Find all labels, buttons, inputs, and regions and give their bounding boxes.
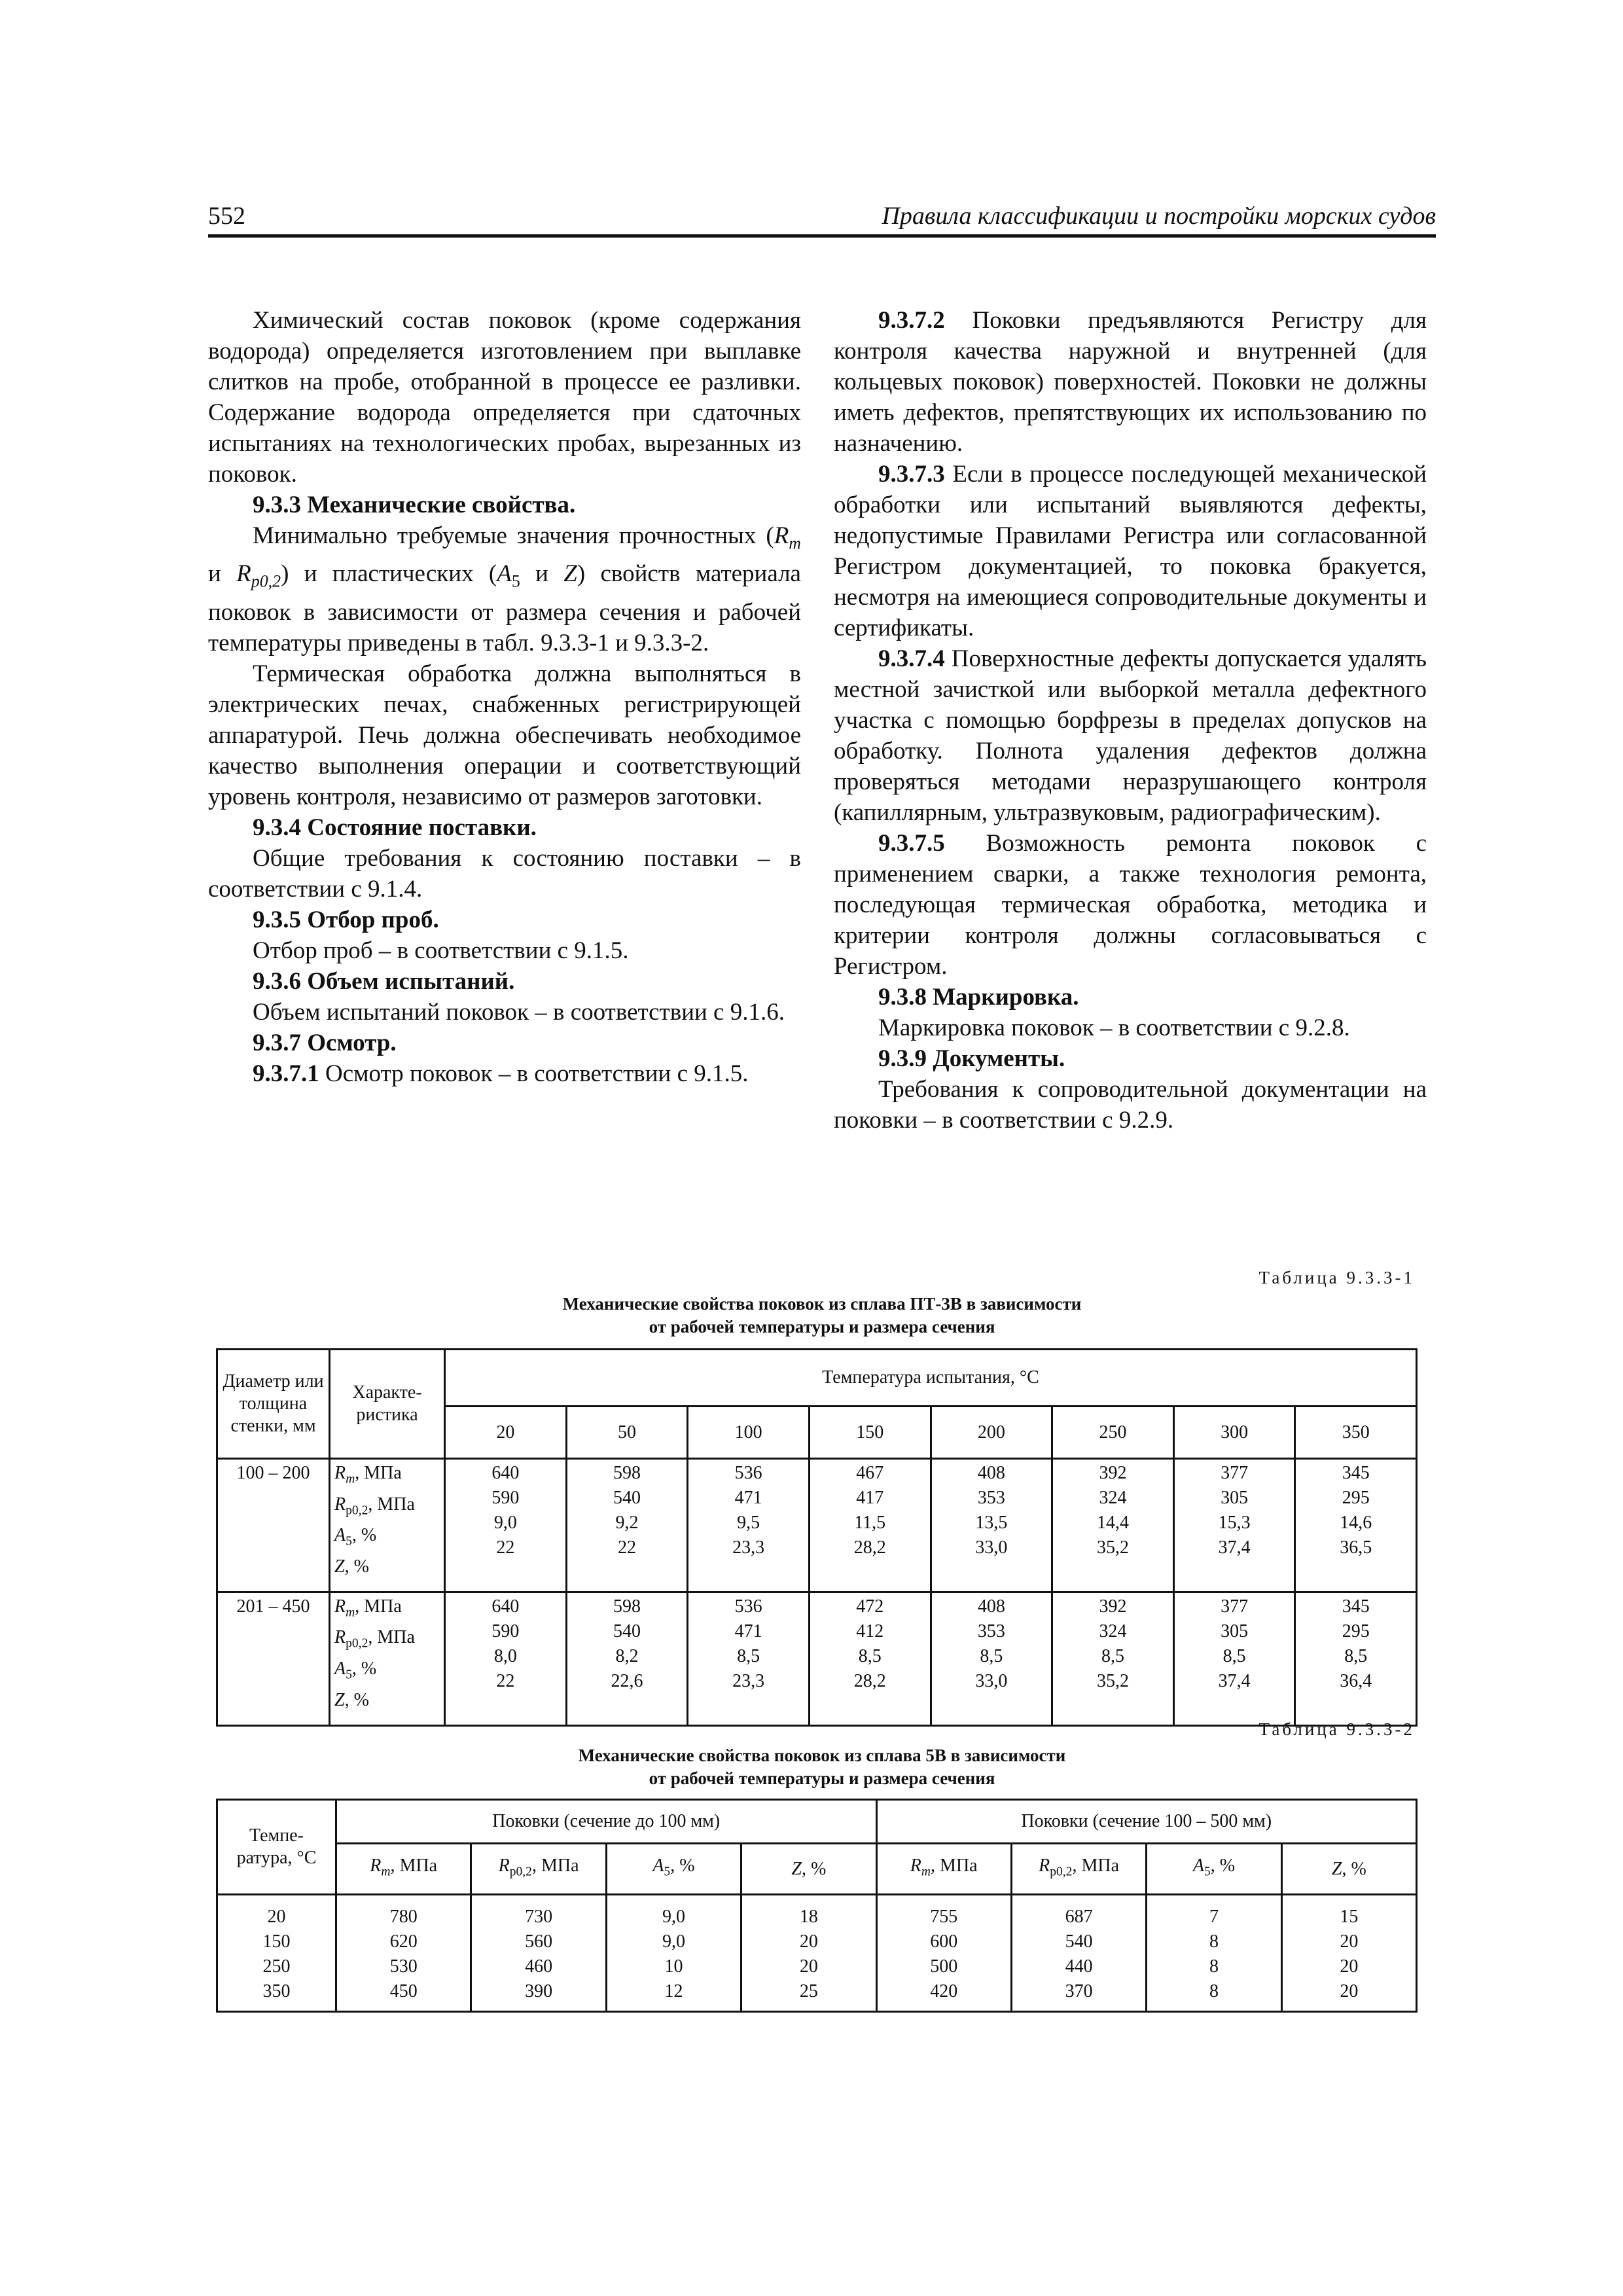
- property-label: Z, %: [791, 1858, 827, 1879]
- left-column: [208, 305, 801, 1089]
- paragraph-9-3-7-1: 9.3.7.1 Осмотр поковок – в соответствии с 9.1.5.: [253, 1060, 749, 1087]
- table2-value-cell: [741, 1895, 876, 2012]
- table-cell: 598: [613, 1596, 641, 1617]
- table1-value-cell: [688, 1459, 810, 1592]
- table-cell: 8: [1209, 1931, 1219, 1952]
- table-cell: 8,5: [737, 1645, 760, 1666]
- table-cell: 15,3: [1218, 1513, 1251, 1533]
- table-cell: 28,2: [853, 1537, 886, 1558]
- table1-temp-header: 100: [688, 1407, 810, 1459]
- page-number: 552: [208, 202, 245, 230]
- table1-characteristic-cell: [330, 1592, 445, 1725]
- table-cell: 33,0: [975, 1670, 1008, 1691]
- table-cell: 540: [613, 1488, 641, 1508]
- table-cell: 14,4: [1096, 1513, 1129, 1533]
- table2-property-header: [471, 1844, 606, 1895]
- paragraph-9-3-7-2: 9.3.7.2 Поковки предъявляются Регистру для контроля качества наружной и внутренней (для кольцевых поковок) поверхностей. Поковки не должны иметь дефектов, препятствующих их использованию по назначению.: [834, 307, 1427, 457]
- table-cell: 420: [930, 1981, 958, 2001]
- table-cell: 22,6: [611, 1670, 643, 1691]
- page-header: [208, 202, 1436, 238]
- table1-value-cell: [809, 1592, 931, 1725]
- table-cell: 370: [1065, 1981, 1093, 2001]
- table2-property-header: [1011, 1844, 1146, 1895]
- paragraph-9-3-7-5: 9.3.7.5 Возможность ремонта поковок с применением сварки, а также технология ремонта, последующая термическая обработка, методика и критерии контроля должны согласовываться с Регистром.: [834, 830, 1427, 980]
- table-cell: 8,5: [980, 1645, 1003, 1666]
- table-cell: 324: [1099, 1488, 1127, 1508]
- table-cell: 305: [1221, 1621, 1249, 1641]
- table-cell: 35,2: [1096, 1670, 1129, 1691]
- table-cell: 9,0: [662, 1907, 685, 1927]
- table-cell: 350: [262, 1981, 291, 2001]
- table-cell: 345: [1342, 1463, 1370, 1483]
- property-label: $A_5$, %: [334, 1658, 377, 1682]
- section-heading-9-3-5: 9.3.5 Отбор проб.: [253, 906, 439, 933]
- table-cell: 530: [389, 1956, 418, 1977]
- table-cell: 8,5: [1222, 1645, 1246, 1666]
- table-cell: 36,5: [1340, 1537, 1372, 1558]
- table-cell: 150: [262, 1931, 291, 1952]
- table-cell: 22: [617, 1537, 636, 1558]
- table-cell: 392: [1099, 1596, 1127, 1617]
- table-cell: 8,5: [1344, 1645, 1368, 1666]
- table-cell: 377: [1221, 1596, 1249, 1617]
- table-cell: 412: [856, 1621, 884, 1641]
- table-cell: 472: [856, 1596, 884, 1617]
- table-row: [217, 1895, 1417, 2012]
- table-cell: 390: [525, 1981, 553, 2001]
- paragraph-9-3-3: Минимально требуемые значения прочностных ($R_m$ и $R_{p0,2}$) и пластических ($A_5$ и Z) свойств материала поковок в зависимости от размера сечения и рабочей температуры приведены в табл. 9.3.3-1 и 9.3.3-2.: [208, 522, 801, 656]
- table-cell: 500: [930, 1956, 958, 1977]
- property-label: $R_m$, МПа: [370, 1855, 438, 1879]
- paragraph-9-3-7-3: 9.3.7.3 Если в процессе последующей механической обработки или испытаний выявляются дефекты, недопустимые Правилами Регистра или согласованной Регистром документацией, то поковка бракуется, несмотря на имеющиеся сопроводительные документы и сертификаты.: [834, 461, 1427, 641]
- table-cell: 13,5: [975, 1513, 1008, 1533]
- table-cell: 10: [664, 1956, 683, 1977]
- table-cell: 600: [930, 1931, 958, 1952]
- table1-temp-header: 150: [809, 1407, 931, 1459]
- table-cell: 536: [734, 1596, 762, 1617]
- table-cell: 392: [1099, 1463, 1127, 1483]
- table-cell: 377: [1221, 1463, 1249, 1483]
- running-title: Правила классификации и постройки морских судов: [882, 202, 1436, 230]
- table-row: [217, 1592, 1417, 1725]
- table2-header-group1: Поковки (сечение до 100 мм): [336, 1800, 877, 1844]
- table-cell: 7: [1209, 1907, 1219, 1927]
- table1-temp-header: 200: [931, 1407, 1052, 1459]
- table-cell: 450: [389, 1981, 418, 2001]
- property-label: $A_5$, %: [334, 1525, 377, 1549]
- section-heading-9-3-7: 9.3.7 Осмотр.: [253, 1029, 397, 1056]
- table1-caption: Таблица 9.3.3-1: [1258, 1268, 1415, 1287]
- table-cell: 295: [1342, 1488, 1370, 1508]
- table2-caption: Таблица 9.3.3-2: [1258, 1719, 1415, 1739]
- table-cell: 536: [734, 1463, 762, 1483]
- table-cell: 8,5: [858, 1645, 882, 1666]
- table-cell: 590: [491, 1621, 520, 1641]
- table-cell: 780: [389, 1907, 418, 1927]
- table1-temp-header: 350: [1295, 1407, 1417, 1459]
- table-cell: 37,4: [1218, 1537, 1251, 1558]
- table-cell: 8,0: [493, 1645, 517, 1666]
- section-heading-9-3-8: 9.3.8 Маркировка.: [878, 984, 1079, 1011]
- table1-value-cell: [445, 1592, 567, 1725]
- table1-value-cell: [1295, 1592, 1417, 1725]
- table-cell: 640: [491, 1463, 520, 1483]
- table1-characteristic-cell: [330, 1459, 445, 1592]
- table2-property-header: [606, 1844, 741, 1895]
- table2-value-cell: [606, 1895, 741, 2012]
- table-cell: 687: [1065, 1907, 1093, 1927]
- table-cell: 20: [1340, 1931, 1359, 1952]
- table1-header-diameter: Диаметр или толщина стенки, мм: [217, 1350, 330, 1459]
- table-cell: 28,2: [853, 1670, 886, 1691]
- property-label: $R_m$, МПа: [334, 1596, 402, 1620]
- paragraph-chemical-composition: Химический состав поковок (кроме содержания водорода) определяется изготовлением при выплавке слитков на пробе, отобранной в процессе ее разливки. Содержание водорода определяется при сдаточных испытаниях на технологических пробах, вырезанных из поковок.: [208, 307, 801, 488]
- table2-property-header: [876, 1844, 1011, 1895]
- table-cell: 20: [1340, 1956, 1359, 1977]
- table-cell: 408: [977, 1463, 1005, 1483]
- table-cell: 9,5: [737, 1513, 760, 1533]
- paragraph-9-3-6: Объем испытаний поковок – в соответствии с 9.1.6.: [253, 998, 785, 1026]
- table-cell: 460: [525, 1956, 553, 1977]
- table-cell: 467: [856, 1463, 884, 1483]
- table2-property-header: [336, 1844, 471, 1895]
- table1-value-cell: [1173, 1592, 1295, 1725]
- table-cell: 9,0: [662, 1931, 685, 1952]
- property-label: $A_5$, %: [1192, 1855, 1236, 1879]
- table1-value-cell: [688, 1592, 810, 1725]
- table-cell: 11,5: [854, 1513, 886, 1533]
- table-cell: 14,6: [1340, 1513, 1372, 1533]
- table-cell: 417: [856, 1488, 884, 1508]
- table-cell: 36,4: [1340, 1670, 1372, 1691]
- table1-value-cell: [931, 1592, 1052, 1725]
- table1: [216, 1348, 1418, 1727]
- table2-property-header: [741, 1844, 876, 1895]
- table-cell: 8,2: [615, 1645, 639, 1666]
- table-cell: 353: [977, 1621, 1005, 1641]
- table1-range-cell: 100 – 200: [217, 1459, 330, 1592]
- table-cell: 15: [1340, 1907, 1359, 1927]
- property-label: Z, %: [334, 1689, 369, 1710]
- table-cell: 8,5: [1101, 1645, 1124, 1666]
- property-label: $R_{p0,2}$, МПа: [1039, 1855, 1120, 1879]
- table-cell: 560: [525, 1931, 553, 1952]
- table-cell: 9,2: [615, 1513, 639, 1533]
- property-label: $A_5$, %: [652, 1855, 695, 1879]
- table-cell: 9,0: [493, 1513, 517, 1533]
- table1-temp-header: 50: [566, 1407, 688, 1459]
- table-cell: 440: [1065, 1956, 1093, 1977]
- table1-value-cell: [445, 1459, 567, 1592]
- table-cell: 8: [1209, 1956, 1219, 1977]
- table-cell: 353: [977, 1488, 1005, 1508]
- table2-header-temperature: Темпе-ратура, °С: [217, 1800, 336, 1895]
- paragraph-9-3-9: Требования к сопроводительной документации на поковки – в соответствии с 9.2.9.: [834, 1076, 1427, 1134]
- table-cell: 23,3: [732, 1537, 765, 1558]
- table-cell: 20: [799, 1956, 818, 1977]
- table2-value-cell: [1147, 1895, 1281, 2012]
- table1-range-cell: 201 – 450: [217, 1592, 330, 1725]
- table2-value-cell: [471, 1895, 606, 2012]
- table2: [216, 1799, 1418, 2013]
- section-heading-9-3-9: 9.3.9 Документы.: [878, 1045, 1065, 1072]
- paragraph-9-3-8: Маркировка поковок – в соответствии с 9.2.8.: [878, 1014, 1350, 1041]
- table1-value-cell: [931, 1459, 1052, 1592]
- table-cell: 20: [799, 1931, 818, 1952]
- table1-value-cell: [1052, 1459, 1174, 1592]
- table-cell: 295: [1342, 1621, 1370, 1641]
- table1-temp-header: 250: [1052, 1407, 1174, 1459]
- table-cell: 12: [664, 1981, 683, 2001]
- table-cell: 640: [491, 1596, 520, 1617]
- table1-temp-header: 20: [445, 1407, 567, 1459]
- table-cell: 408: [977, 1596, 1005, 1617]
- table1-value-cell: [566, 1459, 688, 1592]
- table2-property-header: [1147, 1844, 1281, 1895]
- table1-value-cell: [1295, 1459, 1417, 1592]
- table2-value-cell: [336, 1895, 471, 2012]
- paragraph-9-3-5: Отбор проб – в соответствии с 9.1.5.: [253, 937, 629, 964]
- table-cell: 22: [496, 1537, 515, 1558]
- table-cell: 590: [491, 1488, 520, 1508]
- table1-value-cell: [1052, 1592, 1174, 1725]
- table-cell: 20: [267, 1907, 286, 1927]
- right-column: [834, 305, 1427, 1136]
- table-cell: 620: [389, 1931, 418, 1952]
- table1-value-cell: [1173, 1459, 1295, 1592]
- table-cell: 33,0: [975, 1537, 1008, 1558]
- table-cell: 25: [799, 1981, 818, 2001]
- table2-value-cell: [876, 1895, 1011, 2012]
- table-cell: 598: [613, 1463, 641, 1483]
- section-heading-9-3-4: 9.3.4 Состояние поставки.: [253, 814, 537, 841]
- table-cell: 22: [496, 1670, 515, 1691]
- property-label: $R_{p0,2}$, МПа: [334, 1627, 415, 1651]
- table1-header-characteristic: Характе-ристика: [330, 1350, 445, 1459]
- section-heading-9-3-3: 9.3.3 Механические свойства.: [253, 492, 576, 518]
- table-cell: 8: [1209, 1981, 1219, 2001]
- table1-title: Механические свойства поковок из сплава ПТ-3В в зависимости от рабочей температуры и размера сечения: [562, 1294, 1082, 1336]
- paragraph-9-3-7-4: 9.3.7.4 Поверхностные дефекты допускается удалять местной зачисткой или выборкой металла дефектного участка с помощью борфрезы в пределах допусков на обработку. Полнота удаления дефектов должна проверяться методами неразрушающего контроля (капиллярным, ультразвуковым, радиографическим).: [834, 645, 1427, 826]
- table1-value-cell: [809, 1459, 931, 1592]
- table-cell: 345: [1342, 1596, 1370, 1617]
- table-cell: 305: [1221, 1488, 1249, 1508]
- table-cell: 250: [262, 1956, 291, 1977]
- table2-value-cell: [1281, 1895, 1416, 2012]
- table-cell: 37,4: [1218, 1670, 1251, 1691]
- table-cell: 730: [525, 1907, 553, 1927]
- paragraph-9-3-4: Общие требования к состоянию поставки – в соответствии с 9.1.4.: [208, 844, 801, 903]
- section-heading-9-3-6: 9.3.6 Объем испытаний.: [253, 967, 515, 995]
- table-cell: 540: [1065, 1931, 1093, 1952]
- property-label: $R_m$, МПа: [334, 1463, 402, 1486]
- table1-header-temperature: Температура испытания, °С: [445, 1350, 1417, 1407]
- table2-value-cell: [1011, 1895, 1146, 2012]
- table-row: [217, 1459, 1417, 1592]
- table-cell: 324: [1099, 1621, 1127, 1641]
- table-cell: 540: [613, 1621, 641, 1641]
- table2-title: Механические свойства поковок из сплава 5В в зависимости от рабочей температуры и размера сечения: [578, 1746, 1066, 1788]
- table-cell: 471: [734, 1621, 762, 1641]
- property-label: $R_m$, МПа: [910, 1855, 978, 1879]
- table1-temp-header: 300: [1173, 1407, 1295, 1459]
- table-cell: 18: [799, 1907, 818, 1927]
- table2-header-group2: Поковки (сечение 100 – 500 мм): [876, 1800, 1417, 1844]
- table2-property-header: [1281, 1844, 1416, 1895]
- property-label: Z, %: [334, 1556, 369, 1577]
- table-cell: 20: [1340, 1981, 1359, 2001]
- property-label: $R_{p0,2}$, МПа: [334, 1494, 415, 1518]
- property-label: Z, %: [1331, 1858, 1366, 1879]
- table1-value-cell: [566, 1592, 688, 1725]
- property-label: $R_{p0,2}$, МПа: [498, 1855, 579, 1879]
- table-cell: 35,2: [1096, 1537, 1129, 1558]
- paragraph-heat-treatment: Термическая обработка должна выполняться в электрических печах, снабженных регистрирующей аппаратурой. Печь должна обеспечивать необходимое качество выполнения операции и соответствующий уровень контроля, независимо от размеров заготовки.: [208, 660, 801, 810]
- table-cell: 471: [734, 1488, 762, 1508]
- table2-temperature-cell: [217, 1895, 336, 2012]
- table-cell: 23,3: [732, 1670, 765, 1691]
- table-cell: 755: [930, 1907, 958, 1927]
